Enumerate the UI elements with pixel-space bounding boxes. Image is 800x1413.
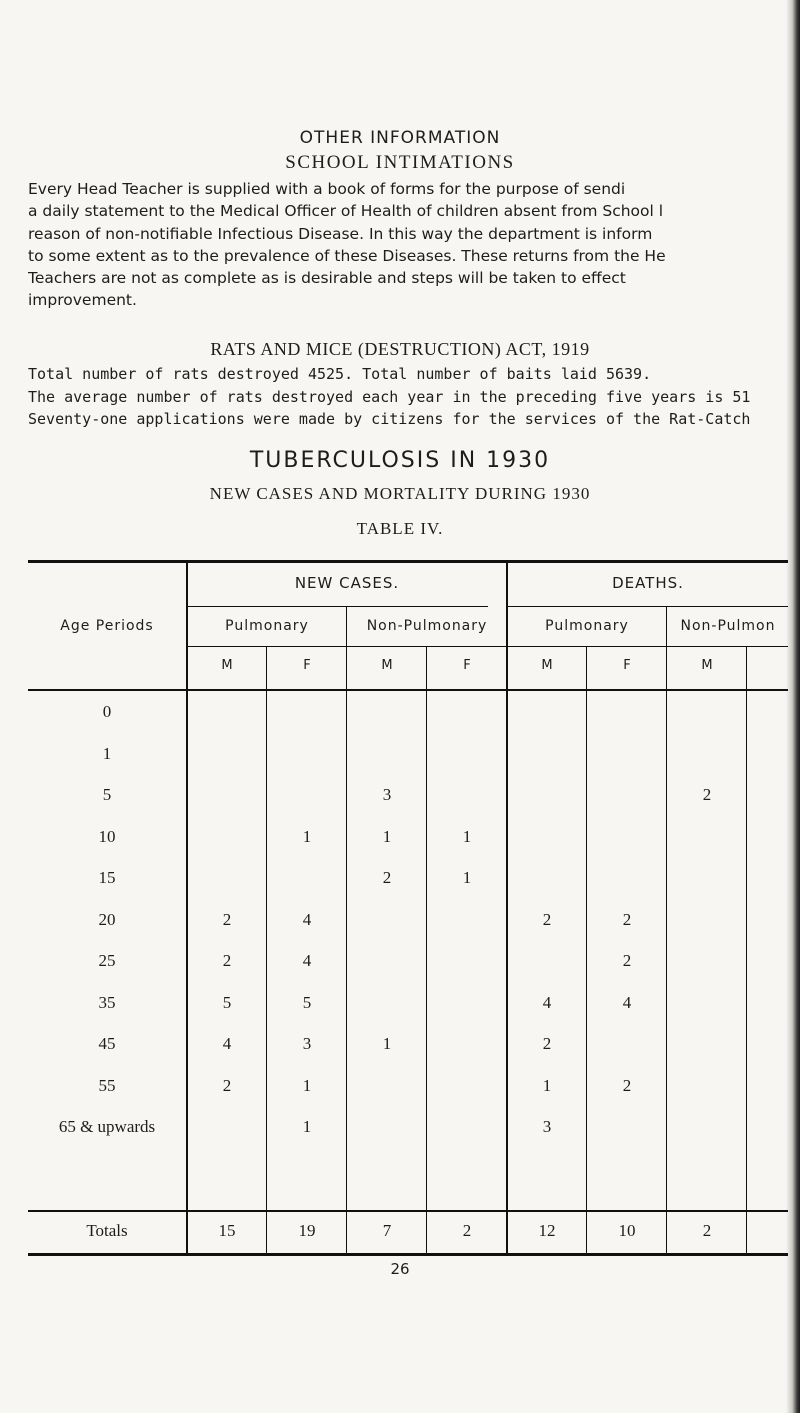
- age-period-cell: 45: [98, 1034, 116, 1053]
- deaths-header: DEATHS.: [612, 574, 684, 592]
- value-cell: 1: [462, 868, 472, 887]
- new-cases-header: NEW CASES.: [294, 574, 400, 592]
- value-cell: 2: [382, 868, 392, 887]
- school-intimations-title: SCHOOL INTIMATIONS: [285, 152, 515, 173]
- age-period-cell: 0: [102, 702, 112, 721]
- header-bottom-rule: [28, 689, 788, 691]
- value-cell: 1: [382, 1034, 392, 1053]
- sex-header-f: F: [463, 658, 471, 673]
- value-cell: 2: [622, 910, 632, 929]
- paragraph-line: reason of non-notifiable Infectious Disease. In this way the department is inform: [28, 224, 653, 243]
- value-cell: 2: [622, 1076, 632, 1095]
- sex-header-m: M: [541, 658, 553, 673]
- column-rule: [666, 606, 667, 1254]
- rats-mice-act-title: RATS AND MICE (DESTRUCTION) ACT, 1919: [210, 339, 590, 359]
- value-cell: 1: [302, 1076, 312, 1095]
- sex-header-f: F: [303, 658, 311, 673]
- value-cell: 2: [542, 1034, 552, 1053]
- age-period-cell: 65 & upwards: [58, 1117, 156, 1136]
- value-cell: 2: [622, 951, 632, 970]
- subheader-rule: [188, 646, 788, 647]
- value-cell: 4: [302, 910, 312, 929]
- age-period-cell: 20: [98, 910, 116, 929]
- total-cell: 2: [702, 1221, 712, 1240]
- deaths-non-pulmonary-header: Non-Pulmon: [680, 618, 776, 634]
- total-cell: 15: [218, 1221, 236, 1240]
- value-cell: 2: [542, 910, 552, 929]
- column-rule: [426, 646, 427, 1254]
- paragraph-line: Every Head Teacher is supplied with a book of forms for the purpose of sendi: [28, 180, 626, 198]
- value-cell: 4: [542, 993, 552, 1012]
- paragraph-line: The average number of rats destroyed each year in the preceding five years is 51: [28, 387, 751, 406]
- sex-header-f: F: [623, 658, 631, 673]
- table-bottom-rule: [28, 1253, 788, 1256]
- value-cell: 3: [382, 785, 392, 804]
- age-period-cell: 35: [98, 993, 116, 1012]
- value-cell: 5: [222, 993, 232, 1012]
- value-cell: 2: [222, 910, 232, 929]
- totals-label: Totals: [86, 1221, 128, 1240]
- totals-rule: [28, 1210, 788, 1212]
- column-rule: [266, 646, 267, 1254]
- paragraph-line: Seventy-one applications were made by citizens for the services of the Rat-Catch: [28, 410, 751, 428]
- value-cell: 4: [302, 951, 312, 970]
- value-cell: 1: [302, 827, 312, 846]
- value-cell: 3: [302, 1034, 312, 1053]
- column-rule: [746, 646, 747, 1254]
- column-rule: [346, 606, 347, 1254]
- sex-header-m: M: [381, 658, 393, 673]
- value-cell: 1: [462, 827, 472, 846]
- sex-header-m: M: [221, 658, 233, 673]
- paragraph-line: improvement.: [28, 291, 137, 310]
- rats-mice-paragraph: [28, 363, 792, 431]
- value-cell: 2: [222, 951, 232, 970]
- age-periods-header: Age Periods: [60, 618, 154, 634]
- value-cell: 2: [702, 785, 712, 804]
- age-period-cell: 15: [98, 868, 116, 887]
- paragraph-line: to some extent as to the prevalence of these Diseases. These returns from the He: [28, 246, 666, 265]
- value-cell: 1: [302, 1117, 312, 1136]
- total-cell: 10: [618, 1221, 636, 1240]
- table-label: TABLE IV.: [356, 519, 444, 538]
- total-cell: 19: [298, 1221, 316, 1240]
- paragraph-line: Teachers are not as complete as is desirable and steps will be taken to effect: [28, 269, 626, 288]
- value-cell: 5: [302, 993, 312, 1012]
- age-period-cell: 1: [102, 744, 112, 763]
- age-period-cell: 5: [102, 785, 112, 804]
- deaths-pulmonary-header: Pulmonary: [545, 618, 629, 634]
- value-cell: 3: [542, 1117, 552, 1136]
- total-cell: 12: [538, 1221, 556, 1240]
- school-intimations-paragraph: [28, 178, 792, 312]
- deaths-rule: [508, 606, 788, 607]
- new-non-pulmonary-header: Non-Pulmonary: [366, 618, 488, 634]
- page-number: 26: [390, 1260, 410, 1278]
- paragraph-line: Total number of rats destroyed 4525. Total number of baits laid 5639.: [28, 365, 652, 383]
- column-rule: [586, 646, 587, 1254]
- tuberculosis-subtitle: NEW CASES AND MORTALITY DURING 1930: [209, 484, 591, 503]
- age-period-cell: 25: [98, 951, 116, 970]
- total-cell: 7: [382, 1221, 392, 1240]
- tuberculosis-title: TUBERCULOSIS IN 1930: [249, 448, 551, 473]
- value-cell: 1: [542, 1076, 552, 1095]
- age-period-cell: 10: [98, 827, 116, 846]
- value-cell: 4: [622, 993, 632, 1012]
- table-top-rule: [28, 560, 788, 563]
- value-cell: 1: [382, 827, 392, 846]
- total-cell: 2: [462, 1221, 472, 1240]
- value-cell: 2: [222, 1076, 232, 1095]
- sex-header-m: M: [701, 658, 713, 673]
- age-period-cell: 55: [98, 1076, 116, 1095]
- paragraph-line: a daily statement to the Medical Officer of Health of children absent from School l: [28, 202, 664, 221]
- value-cell: 4: [222, 1034, 232, 1053]
- new-cases-rule: [188, 606, 488, 607]
- new-pulmonary-header: Pulmonary: [225, 618, 309, 634]
- section-heading: OTHER INFORMATION: [299, 128, 501, 148]
